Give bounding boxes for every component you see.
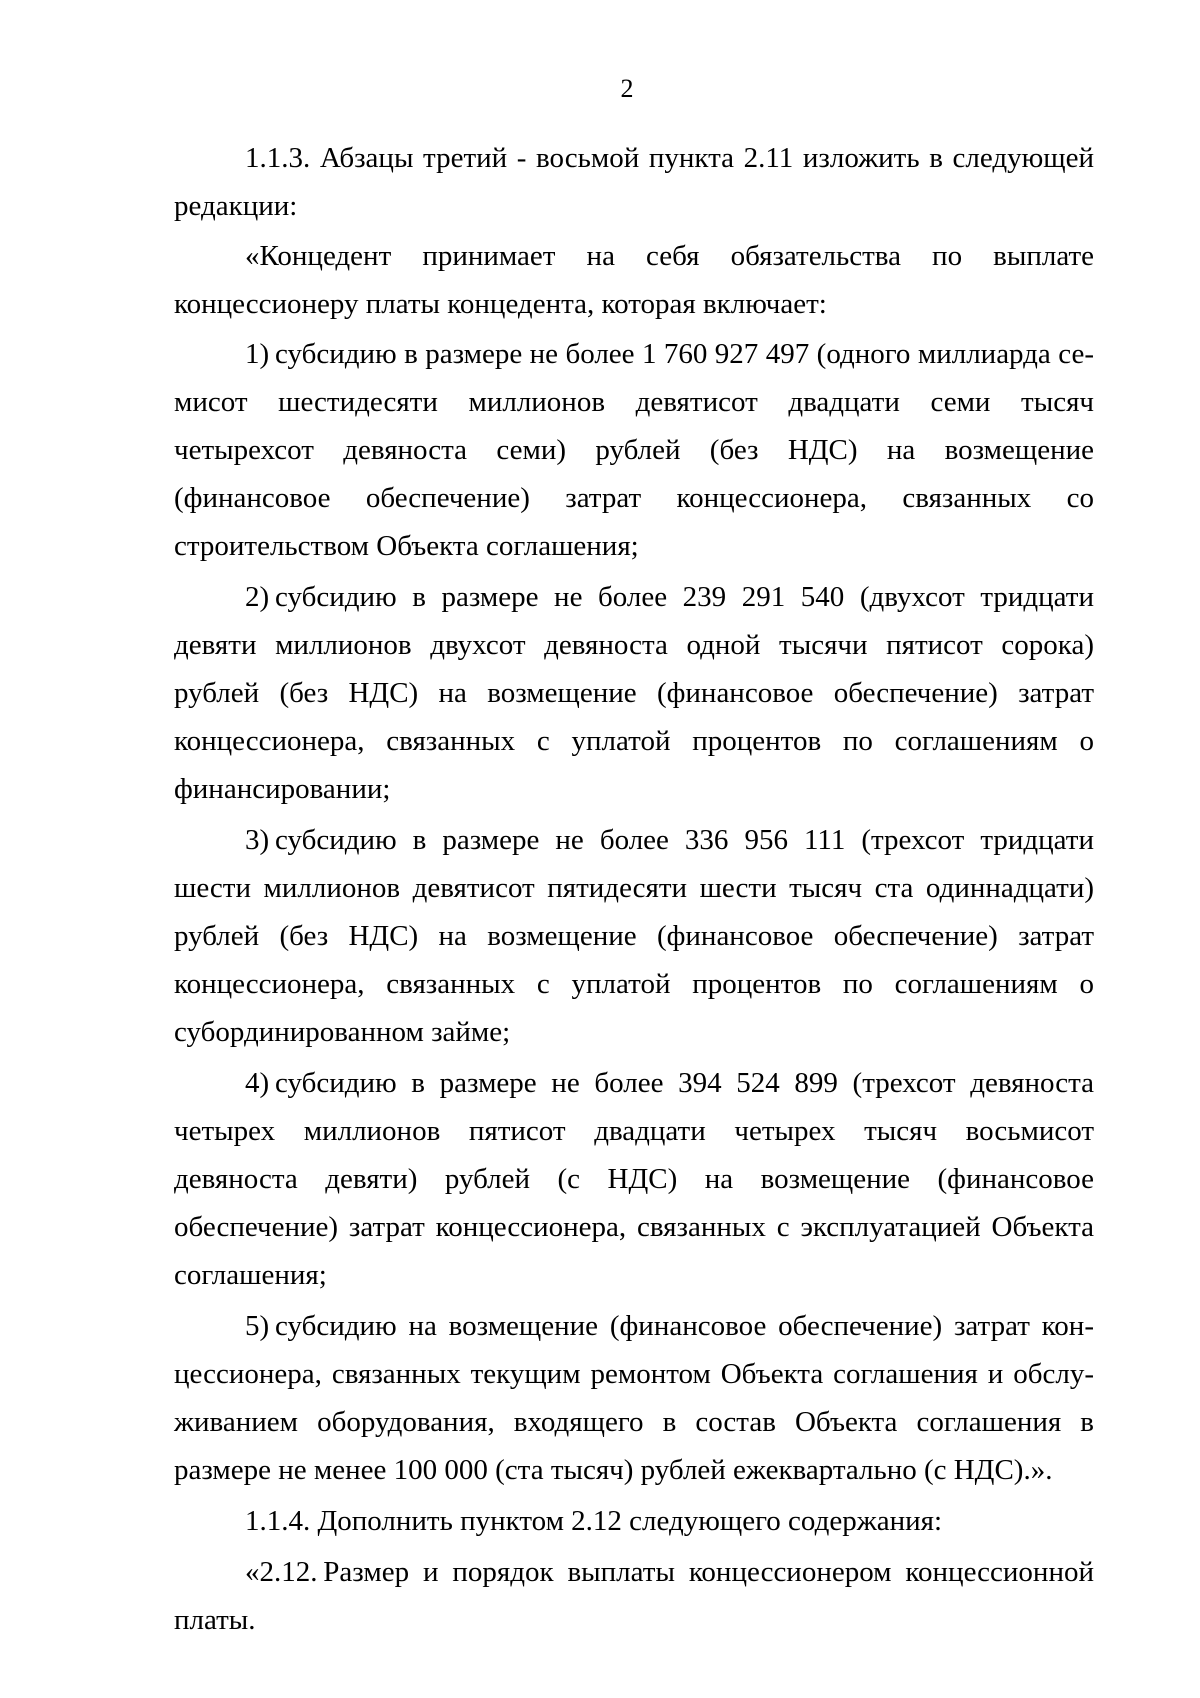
paragraph-1-1-4: 1.1.4. Дополнить пунктом 2.12 следующего содержания:	[245, 1505, 943, 1537]
page-number: 2	[620, 74, 634, 103]
paragraph-subsidy-3: 3) субсидию в размере не более 336 956 111 (трехсот тридцати шести миллионов девятисот пятидесяти шести тысяч ста одиннадцати) рублей (без НДС) на возмещение (финансовое обеспечение) затрат концессионера, связанных с уплатой процентов по соглашениям о субординированном займе;	[174, 824, 1094, 1048]
paragraph-subsidy-1: 1) субсидию в размере не более 1 760 927 497 (одного миллиарда семисот шестидесяти миллионов девятисот двадцати семи тысяч четырехсот девяноста семи) рублей (без НДС) на возмещение (финансовое обеспечение) затрат концессионера, связанных со строительством Объекта соглашения;	[174, 338, 1094, 562]
paragraph-subsidy-5: 5) субсидию на возмещение (финансовое обеспечение) затрат концессионера, связанных текущим ремонтом Объекта соглашения и обслуживанием оборудования, входящего в состав Объекта соглашения в размере не менее 100 000 (ста тысяч) рублей ежеквартально (с НДС).».	[174, 1310, 1094, 1486]
paragraph-1-1-3: 1.1.3. Абзацы третий - восьмой пункта 2.11 изложить в следующей редакции:	[174, 142, 1094, 222]
paragraph-subsidy-4: 4) субсидию в размере не более 394 524 899 (трехсот девяноста четырех миллионов пятисот двадцати четырех тысяч восьмисот девяноста девяти) рублей (с НДС) на возмещение (финансовое обеспечение) затрат концессионера, связанных с эксплуатацией Объекта соглашения;	[174, 1067, 1094, 1291]
paragraph-subsidy-2: 2) субсидию в размере не более 239 291 540 (двухсот тридцати девяти миллионов двухсот девяноста одной тысячи пятисот сорока) рублей (без НДС) на возмещение (финансовое обеспечение) затрат концессионера, связанных с уплатой процентов по соглашениям о финансировании;	[174, 581, 1094, 805]
document-body	[174, 134, 1094, 1644]
paragraph-concedent-obligations: «Концедент принимает на себя обязательства по выплате концессионеру платы концедента, которая включает:	[174, 240, 1094, 320]
paragraph-2-12: «2.12. Размер и порядок выплаты концессионером концессионной платы.	[174, 1556, 1094, 1636]
